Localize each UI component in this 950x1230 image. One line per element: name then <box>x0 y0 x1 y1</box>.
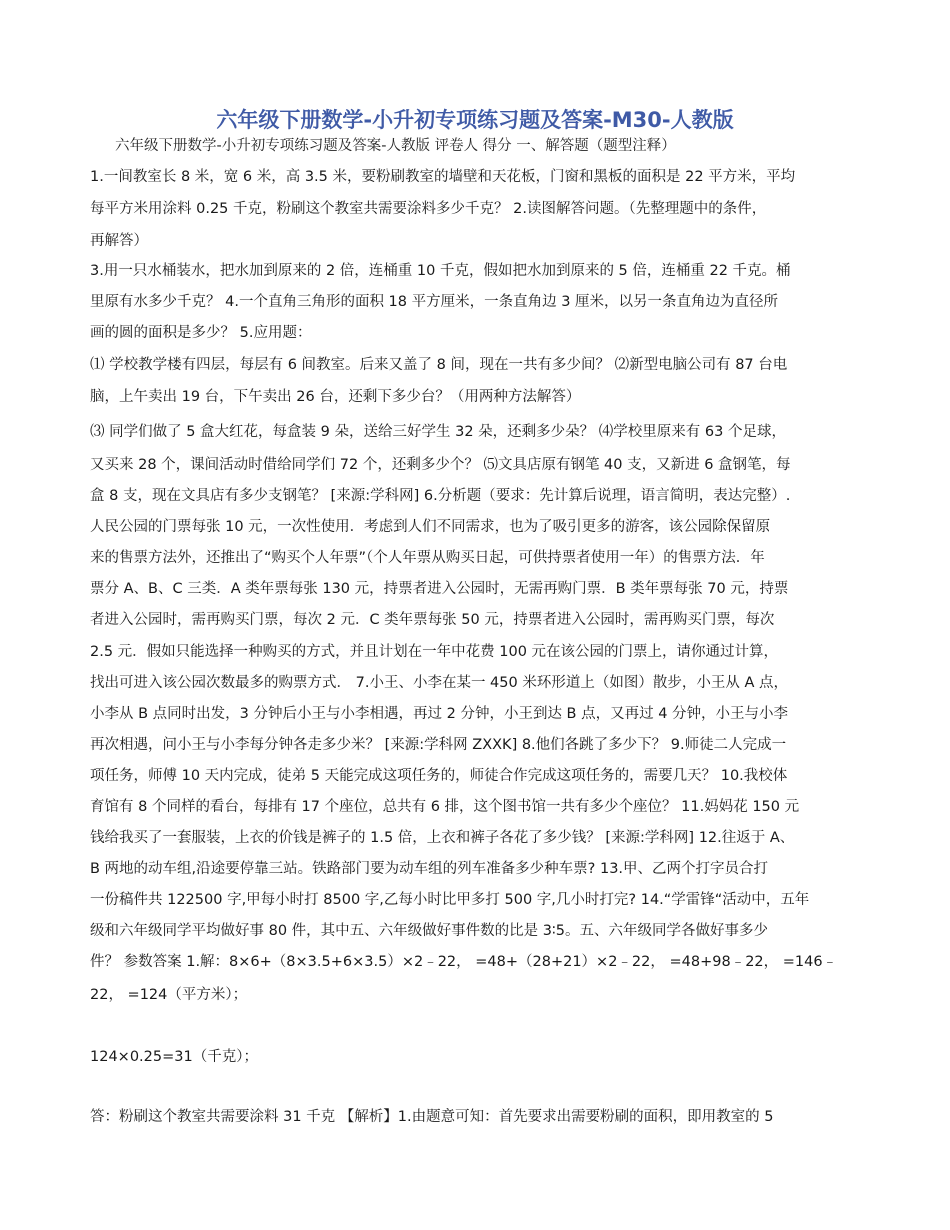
text-line: 来的售票方法外，还推出了“购买个人年票”（个人年票从购买日起，可供持票者使用一年）的售票方法．年 <box>90 550 765 566</box>
text-line: 2.5 元．假如只能选择一种购买的方式，并且计划在一年中花费 100 元在该公园的门票上，请你通过计算， <box>90 644 779 660</box>
text-line: 找出可进入该公园次数最多的购票方式． 7.小王、小李在某一 450 米环形道上（如图）散步，小王从 A 点， <box>90 675 788 691</box>
document-subtitle: 六年级下册数学-小升初专项练习题及答案-人教版 评卷人 得分 一、解答题（题型注释） <box>115 138 676 154</box>
text-line: 脑，上午卖出 19 台，下午卖出 26 台，还剩下多少台？（用两种方法解答） <box>90 389 581 405</box>
text-line: 再解答） <box>90 233 148 249</box>
text-line: 1.一间教室长 8 米，宽 6 米，高 3.5 米，要粉刷教室的墙壁和天花板，门窗和黑板的面积是 22 平方米，平均 <box>90 169 796 185</box>
text-line: 者进入公园时，需再购买门票，每次 2 元．C 类年票每张 50 元，持票者进入公园时，需再购买门票，每次 <box>90 612 775 628</box>
text-line: 盒 8 支，现在文具店有多少支钢笔？ [来源:学科网] 6.分析题（要求：先计算后说理，语言简明，表达完整）. <box>90 488 791 504</box>
text-line: 级和六年级同学平均做好事 80 件，其中五、六年级做好事件数的比是 3∶5。五、六年级同学各做好事多少 <box>90 923 768 939</box>
text-line: 项任务，师傅 10 天内完成，徒弟 5 天能完成这项任务的，师徒合作完成这项任务的，需要几天？ 10.我校体 <box>90 768 788 784</box>
text-line: 124×0.25=31（千克）； <box>90 1049 258 1065</box>
text-line: 育馆有 8 个同样的看台，每排有 17 个座位，总共有 6 排，这个图书馆一共有多少个座位？ 11.妈妈花 150 元 <box>90 799 800 815</box>
text-line: 3.用一只水桶装水，把水加到原来的 2 倍，连桶重 10 千克，假如把水加到原来的 5 倍，连桶重 22 千克。桶 <box>90 263 791 279</box>
text-line: 件？ 参数答案 1.解：8×6+（8×3.5+6×3.5）×2﹣22， =48+（28+21）×2﹣22， =48+98﹣22， =146﹣ <box>90 954 838 970</box>
text-line: 22， =124（平方米）； <box>90 987 248 1003</box>
text-line: 答：粉刷这个教室共需要涂料 31 千克 【解析】1.由题意可知：首先要求出需要粉刷的面积，即用教室的 5 <box>90 1109 774 1125</box>
document-title: 六年级下册数学-小升初专项练习题及答案-M30-人教版 <box>216 108 734 132</box>
text-line: 画的圆的面积是多少？ 5.应用题： <box>90 325 312 341</box>
text-line: 钱给我买了一套服装，上衣的价钱是裤子的 1.5 倍，上衣和裤子各花了多少钱？ [来源:学科网] 12.往返于 A、 <box>90 830 795 846</box>
text-line: 一份稿件共 122500 字,甲每小时打 8500 字,乙每小时比甲多打 500 字,几小时打完? 14.“学雷锋“活动中，五年 <box>90 892 810 908</box>
text-line: 小李从 B 点同时出发，3 分钟后小王与小李相遇，再过 2 分钟，小王到达 B 点，又再过 4 分钟，小王与小李 <box>90 706 789 722</box>
text-line: 又买来 28 个，课间活动时借给同学们 72 个，还剩多少个？ ⑸文具店原有钢笔 40 支，又新进 6 盒钢笔，每 <box>90 457 791 473</box>
text-line: ⑶ 同学们做了 5 盒大红花，每盒装 9 朵，送给三好学生 32 朵，还剩多少朵？ ⑷学校里原来有 63 个足球， <box>90 424 786 440</box>
text-line: 人民公园的门票每张 10 元，一次性使用．考虑到人们不同需求，也为了吸引更多的游客，该公园除保留原 <box>90 519 771 535</box>
text-line: 票分 A、B、C 三类．A 类年票每张 130 元，持票者进入公园时，无需再购门票．B 类年票每张 70 元，持票 <box>90 581 789 597</box>
text-line: 再次相遇，问小王与小李每分钟各走多少米？ [来源:学科网 ZXXK] 8.他们各跳了多少下？ 9.师徒二人完成一 <box>90 737 787 753</box>
text-line: 每平方米用涂料 0.25 千克，粉刷这个教室共需要涂料多少千克？ 2.读图解答问题。（先整理题中的条件， <box>90 201 767 217</box>
text-line: 里原有水多少千克？ 4.一个直角三角形的面积 18 平方厘米，一条直角边 3 厘米，以另一条直角边为直径所 <box>90 294 779 310</box>
text-line: B 两地的动车组,沿途要停靠三站。铁路部门要为动车组的列车准备多少种车票? 13.甲、乙两个打字员合打 <box>90 861 769 877</box>
text-line: ⑴ 学校教学楼有四层，每层有 6 间教室。后来又盖了 8 间，现在一共有多少间？ ⑵新型电脑公司有 87 台电 <box>90 357 788 373</box>
